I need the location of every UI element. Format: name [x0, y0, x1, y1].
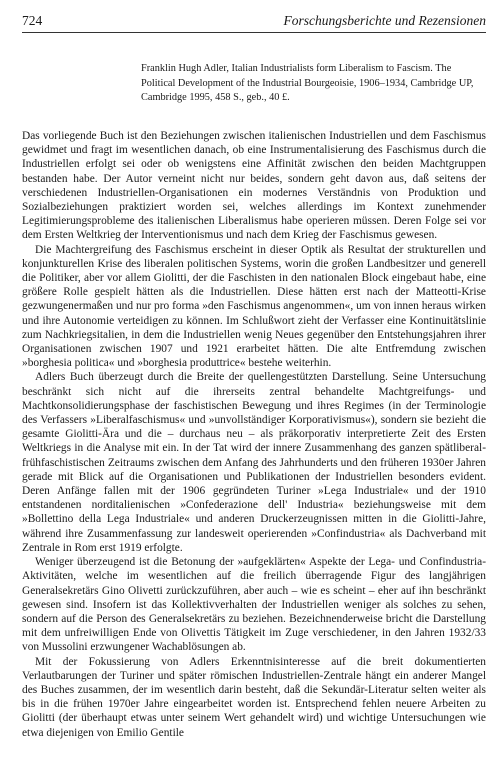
- paragraph: Weniger überzeugend ist die Betonung der »aufgeklärten« Aspekte der Lega- und Confindustria-Aktivitäten, welche im wesentlichen auf die freilich überragende Figur des langjährigen Generalsekretärs Gino Olivetti zurückzuführen, aber auch – wie es scheint – eher auf ihn beschränkt gewesen sind. Insofern ist das Kollektivverhalten der Industriellen weniger als solches zu sehen, sondern auf die Person des Generalsekretärs zu beziehen. Bezeichnenderweise bricht die Darstellung mit dem unfreiwilligen Ende von Olivettis Tätigkeit im Zuge verschiedener, in den Jahren 1932/33 von Mussolini erzwungener Wachablösungen ab.: [22, 556, 486, 654]
- paragraph: Das vorliegende Buch ist den Beziehungen zwischen italienischen Industriellen und dem Faschismus gewidmet und fragt im wesentlichen danach, ob eine Instrumentalisierung des Faschismus durch die Industriellen erfolgt sei oder ob wenigstens eine Affinität zwischen den beiden Machtgruppen bestanden habe. Der Autor verneint nicht nur beides, sondern geht davon aus, daß seitens der verschiedenen Industriellen-Organisationen ein modernes Verständnis von Produktion und Sozialbeziehungen praktiziert worden sei, welches allerdings im Kontext zunehmender Legitimierungsprobleme des italienischen Liberalismus habe operieren müssen. Deren Folge sei vor dem Ersten Weltkrieg der Interventionismus und nach dem Krieg der Faschismus gewesen.: [22, 130, 486, 242]
- page-number: 724: [22, 13, 43, 28]
- paragraph: Mit der Fokussierung von Adlers Erkenntnisinteresse auf die breit dokumentierten Verlautbarungen der Turiner und später römischen Industriellen-Zentrale hängt ein anderer Mangel des Buches zusammen, der im wesentlich darin besteht, daß die Sekundär-Literatur selten weiter als bis in die frühen 1970er Jahre eingearbeitet worden ist. Entsprechend fehlen neuere Arbeiten zu Giolitti (der überhaupt etwas unter seinem Wert gehandelt wird) und wichtige Untersuchungen wie etwa diejenigen von Emilio Gentile: [22, 655, 486, 739]
- paragraph: Die Machtergreifung des Faschismus erscheint in dieser Optik als Resultat der strukturellen und konjunkturellen Krise des liberalen politischen Systems, worin die großen Landbesitzer und generell die Politiker, aber vor allem Giolitti, der die Faschisten in den nationalen Block eingebaut habe, eine größere Rolle gespielt hätten als die Industriellen. Diese hätten erst nach der Matteotti-Krise gezwungenermaßen und nur pro forma »den Faschismus angenommen«, um von innen heraus wirken und ihre Autonomie verteidigen zu können. Im Schlußwort zieht der Verfasser eine Kontinuitätslinie zum Nachkriegsitalien, in dem die Industriellen wenig Neues gegenüber den Entstehungsjahren ihrer Organisationen zwischen 1907 und 1921 erarbeitet hätten. Die alte Entfremdung zwischen »borghesia politica« und »borghesia produttrice« bestehe weiterhin.: [22, 243, 486, 370]
- running-header: [22, 4, 486, 33]
- paragraph: Adlers Buch überzeugt durch die Breite der quellengestützten Darstellung. Seine Untersuchung beschränkt sich nicht auf die ihrerseits zentral behandelte Machtgreifungs- und Machtkonsolidierungsphase der faschistischen Bewegung und ihres Regimes (in der Terminologie des Verfassers »Liberalfaschismus« und »unvollständiger Korporativismus«), sondern sie bezieht die gesamte Giolitti-Ära und die – durchaus neu – als präkorporativ interpretierte Zeit des Ersten Weltkriegs in die Analyse mit ein. In der Tat wird der innere Zusammenhang des ganzen spätliberal-frühfaschistischen Zeitraums zwischen dem Anfang des Jahrhunderts und den früheren 1930er Jahren gerade mit Blick auf die Organisationen und Publikationen der Industriellen besonders evident. Deren Anfänge fallen mit der 1906 gegründeten Turiner »Lega Industriale« und der 1910 entstandenen norditalienischen »Confederazione dell' Industria« beziehungsweise mit dem »Bollettino della Lega Industriale« und anderen Druckerzeugnissen mitten in die Giolitti-Jahre, während ihre Zusammenfassung zur landesweit operierenden »Confindustria« als Dachverband mit Zentrale in Rom erst 1919 erfolgte.: [22, 371, 486, 554]
- review-body: [22, 129, 486, 740]
- running-title: Forschungsberichte und Rezensionen: [283, 13, 486, 28]
- book-citation: Franklin Hugh Adler, Italian Industrialists form Liberalism to Fascism. The Political Development of the Industrial Bourgeoisie, 1906–1934, Cambridge UP, Cambridge 1995, 458 S., geb., 40 £.: [141, 63, 474, 103]
